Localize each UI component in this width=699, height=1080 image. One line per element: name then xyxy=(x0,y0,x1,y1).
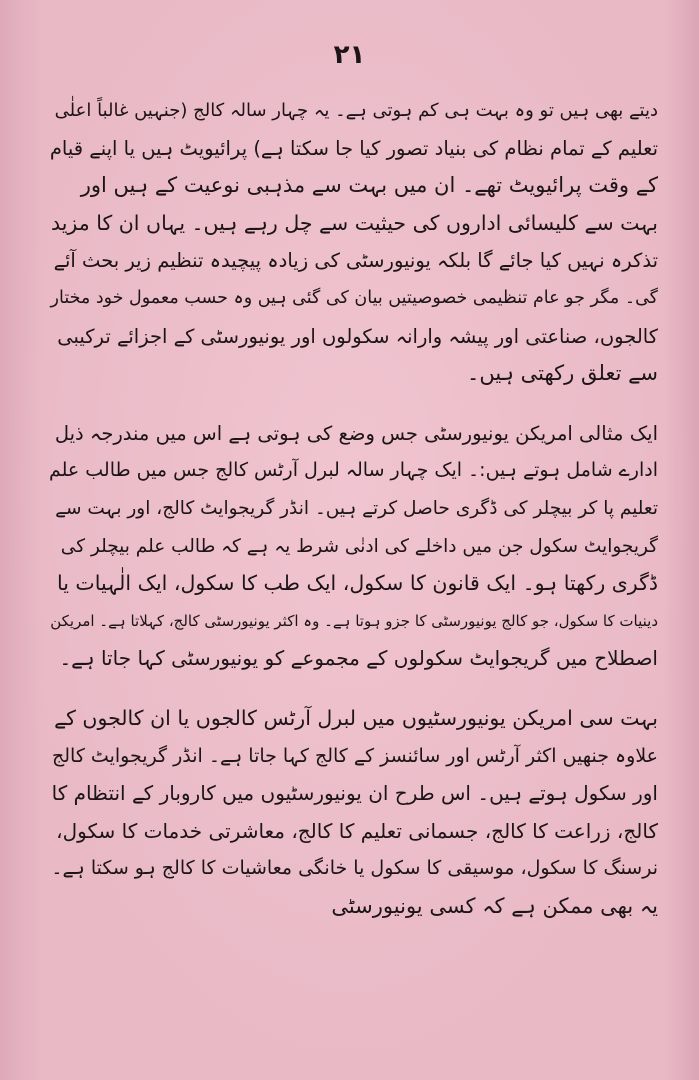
text-line: تذکرہ نہیں کیا جائے گا بلکہ یونیورسٹی کی زیادہ پیچیدہ تنظیم زیر بحث آئے xyxy=(53,249,658,273)
text-line: ڈگری رکھتا ہو۔ ایک قانون کا سکول، ایک طب کا سکول، ایک الٰہیات یا xyxy=(56,571,658,596)
text-line: بہت سے کلیسائی اداروں کی حیثیت سے چل رہے ہیں۔ یہاں ان کا مزید xyxy=(50,210,658,235)
text-line: تعلیم کے تمام نظام کی بنیاد تصور کیا جا سکتا ہے) پرائیویٹ ہیں یا اپنے قیام xyxy=(49,136,658,160)
text-line: دیتے بھی ہیں تو وہ بہت ہی کم ہوتی ہے۔ یہ چہار سالہ کالج (جنہیں غالباً اعلٰی xyxy=(54,100,658,121)
text-line: ادارے شامل ہوتے ہیں:۔ ایک چہار سالہ لبرل آرٹس کالج جس میں طالب علم xyxy=(48,459,658,482)
text-line: نرسنگ کا سکول، موسیقی کا سکول یا خانگی معاشیات کا کالج ہو سکتا ہے۔ xyxy=(51,857,658,880)
text-line: سے تعلق رکھتی ہیں۔ xyxy=(467,361,658,386)
text-line: اصطلاح میں گریجوایٹ سکولوں کے مجموعے کو یونیورسٹی کہا جاتا ہے۔ xyxy=(59,646,658,671)
text-line: کالج، زراعت کا کالج، جسمانی تعلیم کا کالج، معاشرتی خدمات کا سکول، xyxy=(56,818,658,843)
text-line: دینیات کا سکول، جو کالج یونیورسٹی کا جزو ہوتا ہے۔ وہ اکثر یونیورسٹی کالج، کہلاتا ہے۔ امریکن xyxy=(50,611,658,630)
text-line: ایک مثالی امریکن یونیورسٹی جس وضع کی ہوتی ہے اس میں مندرجہ ذیل xyxy=(54,421,658,445)
page-number: ۲۱ xyxy=(333,40,366,70)
text-line: گریجوایٹ سکول جن میں داخلے کی ادنٰی شرط یہ ہے کہ طالب علم بیچلر کی xyxy=(60,535,658,557)
text-line: تعلیم پا کر بیچلر کی ڈگری حاصل کرتے ہیں۔ انڈر گریجوایٹ کالج، اور بہت سے xyxy=(55,497,658,519)
text-line: اور سکول ہوتے ہیں۔ اس طرح ان یونیورسٹیوں میں کاروبار کے انتظام کا xyxy=(51,781,658,806)
text-line: گی۔ مگر جو عام تنظیمی خصوصیتیں بیان کی گئی ہیں وہ حسب معمول خود مختار xyxy=(50,287,658,308)
text-line: بہت سی امریکن یونیورسٹیوں میں لبرل آرٹس کالجوں یا ان کالجوں کے xyxy=(54,705,658,730)
paragraph-2 xyxy=(48,415,658,678)
text-line: علاوہ جنھیں اکثر آرٹس اور سائنسز کے کالج کہا جاتا ہے۔ انڈر گریجوایٹ کالج xyxy=(52,744,658,767)
body-text xyxy=(48,92,658,925)
text-line: یہ بھی ممکن ہے کہ کسی یونیورسٹی xyxy=(331,893,658,918)
paragraph-1 xyxy=(48,92,658,393)
text-line: کالجوں، صناعتی اور پیشہ وارانہ سکولوں اور یونیورسٹی کے اجزائے ترکیبی xyxy=(57,324,658,348)
text-line: کے وقت پرائیویٹ تھے۔ ان میں بہت سے مذہبی نوعیت کے ہیں اور xyxy=(80,173,658,198)
paragraph-3 xyxy=(48,700,658,926)
